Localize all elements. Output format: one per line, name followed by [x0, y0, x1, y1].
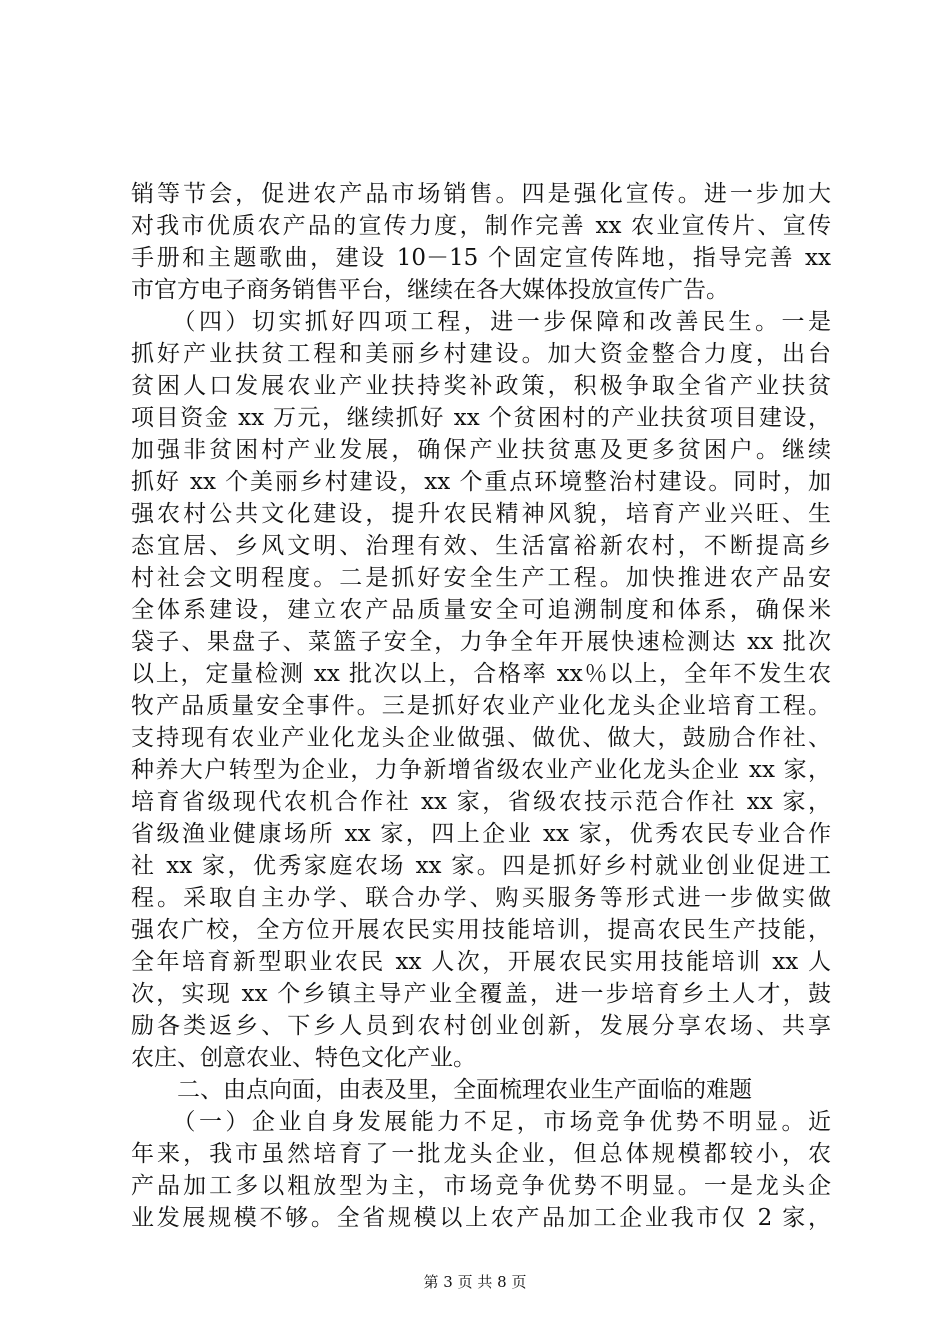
text-line: 次，实现 xx 个乡镇主导产业全覆盖，进一步培育乡土人才，鼓	[131, 981, 831, 1007]
text-line: 社 xx 家，优秀家庭农场 xx 家。四是抓好乡村就业创业促进工	[131, 853, 831, 879]
text-line: 市官方电子商务销售平台，继续在各大媒体投放宣传广告。	[131, 277, 729, 303]
text-line: 二、由点向面，由表及里，全面梳理农业生产面临的难题	[131, 1077, 752, 1103]
text-line: 支持现有农业产业化龙头企业做强、做优、做大，鼓励合作社、	[131, 725, 831, 751]
text-line: 手册和主题歌曲，建设 10－15 个固定宣传阵地，指导完善 xx	[131, 245, 831, 271]
page-footer: 第 3 页 共 8 页	[423, 1273, 527, 1291]
text-line: 牧产品质量安全事件。三是抓好农业产业化龙头企业培育工程。	[131, 693, 831, 719]
text-line: 全体系建设，建立农产品质量安全可追溯制度和体系，确保米	[131, 597, 831, 623]
text-line: 强农广校，全方位开展农民实用技能培训，提高农民生产技能，	[131, 917, 831, 943]
text-line: 抓好产业扶贫工程和美丽乡村建设。加大资金整合力度，出台	[131, 341, 831, 367]
text-line: 程。采取自主办学、联合办学、购买服务等形式进一步做实做	[131, 885, 831, 911]
text-line: （一）企业自身发展能力不足，市场竞争优势不明显。近	[131, 1109, 831, 1135]
text-line: 态宜居、乡风文明、治理有效、生活富裕新农村，不断提高乡	[131, 533, 831, 559]
text-line: 业发展规模不够。全省规模以上农产品加工企业我市仅 2 家，	[131, 1205, 831, 1231]
text-line: （四）切实抓好四项工程，进一步保障和改善民生。一是	[131, 309, 831, 335]
document-body	[131, 178, 831, 1234]
text-line: 村社会文明程度。二是抓好安全生产工程。加快推进农产品安	[131, 565, 831, 591]
text-line: 贫困人口发展农业产业扶持奖补政策，积极争取全省产业扶贫	[131, 373, 831, 399]
text-line: 全年培育新型职业农民 xx 人次，开展农民实用技能培训 xx 人	[131, 949, 831, 975]
text-line: 强农村公共文化建设，提升农民精神风貌，培育产业兴旺、生	[131, 501, 831, 527]
text-line: 袋子、果盘子、菜篮子安全，力争全年开展快速检测达 xx 批次	[131, 629, 831, 655]
text-line: 抓好 xx 个美丽乡村建设，xx 个重点环境整治村建设。同时，加	[131, 469, 831, 495]
text-line: 农庄、创意农业、特色文化产业。	[131, 1045, 476, 1071]
text-line: 以上，定量检测 xx 批次以上，合格率 xx％以上，全年不发生农	[131, 661, 831, 687]
text-line: 项目资金 xx 万元，继续抓好 xx 个贫困村的产业扶贫项目建设，	[131, 405, 831, 431]
text-line: 销等节会，促进农产品市场销售。四是强化宣传。进一步加大	[131, 181, 831, 207]
text-line: 种养大户转型为企业，力争新增省级农业产业化龙头企业 xx 家，	[131, 757, 831, 783]
text-line: 培育省级现代农机合作社 xx 家，省级农技示范合作社 xx 家，	[131, 789, 831, 815]
text-line: 对我市优质农产品的宣传力度，制作完善 xx 农业宣传片、宣传	[131, 213, 831, 239]
text-line: 产品加工多以粗放型为主，市场竞争优势不明显。一是龙头企	[131, 1173, 831, 1199]
text-line: 省级渔业健康场所 xx 家，四上企业 xx 家，优秀农民专业合作	[131, 821, 831, 847]
text-line: 励各类返乡、下乡人员到农村创业创新，发展分享农场、共享	[131, 1013, 831, 1039]
text-line: 年来，我市虽然培育了一批龙头企业，但总体规模都较小，农	[131, 1141, 831, 1167]
text-line: 加强非贫困村产业发展，确保产业扶贫惠及更多贫困户。继续	[131, 437, 831, 463]
